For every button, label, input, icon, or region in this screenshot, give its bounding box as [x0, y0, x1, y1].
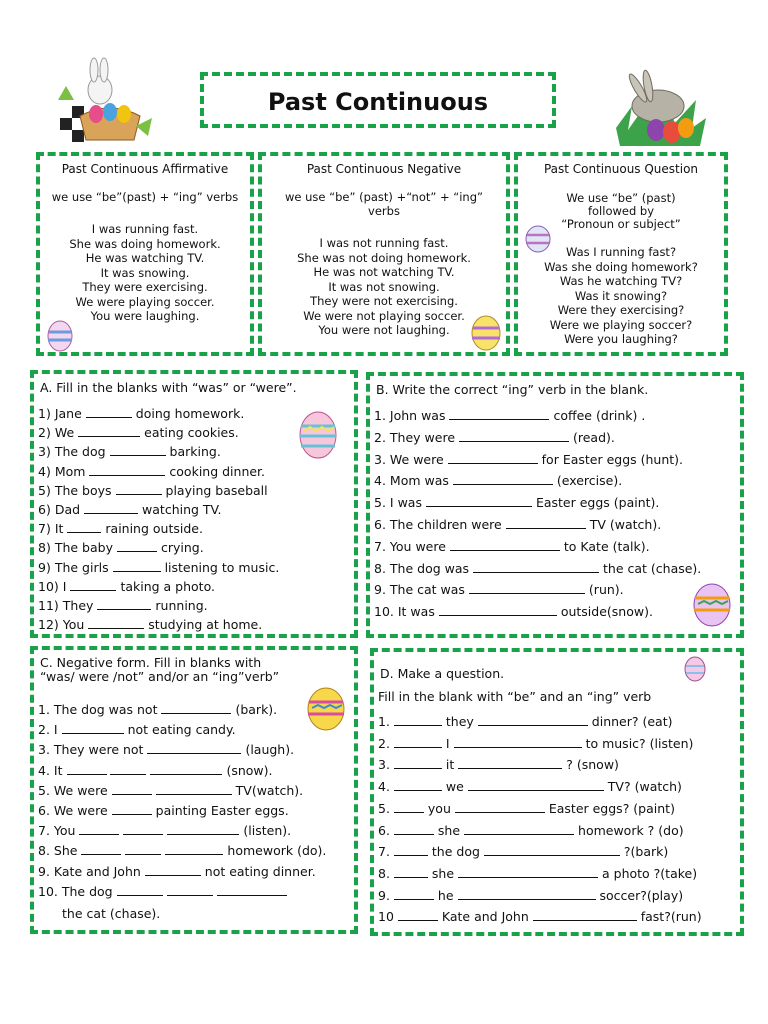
item-subject: The children were: [389, 517, 502, 532]
example-sentence: She was doing homework.: [69, 236, 221, 251]
item-rest: TV? (watch): [607, 779, 682, 795]
exercise-item: [374, 582, 624, 597]
easter-egg-icon: [298, 410, 338, 460]
negative-rule: we use “be” (past) +“not” + “ing” verbs: [285, 190, 483, 218]
exercise-item: [38, 598, 208, 613]
exercise-item: [38, 823, 291, 838]
exercise-d-box: [370, 648, 744, 936]
exercise-item: [378, 866, 697, 881]
affirmative-examples: [40, 222, 250, 324]
item-subject: They were: [389, 429, 456, 445]
answer-blank[interactable]: [123, 823, 163, 835]
item-rest: crying.: [160, 540, 204, 556]
example-sentence: It was not snowing.: [328, 279, 440, 294]
answer-blank[interactable]: [394, 844, 428, 856]
answer-blank[interactable]: [145, 864, 201, 876]
answer-blank[interactable]: [469, 582, 585, 594]
exercise-item: [378, 714, 673, 729]
item-rest: Easter eggs? (paint): [548, 800, 675, 816]
item-rest: doing homework.: [135, 406, 245, 421]
answer-blank[interactable]: [506, 517, 586, 529]
exercise-item: [374, 408, 645, 423]
answer-blank[interactable]: [110, 763, 146, 775]
item-subject: Kate and John: [441, 909, 529, 925]
item-subject: They were not: [53, 742, 144, 758]
exercise-item: [378, 757, 619, 772]
easter-egg-icon: [470, 314, 502, 352]
item-subject: We were: [53, 803, 108, 818]
example-sentence: Was I running fast?: [565, 245, 677, 259]
question-examples: [518, 245, 724, 347]
item-rest: (listen).: [243, 823, 292, 839]
item-rest: fast?(run): [640, 909, 702, 925]
item-subject: You: [62, 617, 85, 633]
answer-blank[interactable]: [533, 909, 637, 921]
exercise-item: [378, 888, 683, 903]
item-subject: It: [54, 521, 64, 537]
answer-blank[interactable]: [455, 801, 545, 813]
item-number: 8): [38, 540, 51, 556]
example-sentence: We were playing soccer.: [75, 294, 215, 309]
example-sentence: They were not exercising.: [310, 294, 458, 308]
item-rest: (read).: [572, 429, 615, 445]
exercise-item: [38, 560, 279, 575]
affirmative-heading: Past Continuous Affirmative: [61, 162, 229, 176]
answer-blank[interactable]: [394, 757, 442, 769]
item-subject: we: [445, 779, 464, 795]
exercise-item: [38, 763, 273, 778]
item-subject: The cat was: [389, 582, 465, 598]
item-number: 6.: [374, 517, 386, 532]
exercise-item: [378, 779, 682, 794]
answer-blank[interactable]: [439, 604, 557, 616]
item-number: 8.: [374, 560, 386, 576]
answer-blank[interactable]: [150, 763, 222, 775]
exercise-a-heading: A. Fill in the blanks with “was” or “were”.: [40, 380, 297, 395]
exercise-item: [378, 823, 684, 838]
answer-blank[interactable]: [70, 579, 116, 591]
answer-blank[interactable]: [478, 714, 588, 726]
answer-blank[interactable]: [217, 884, 287, 896]
answer-blank[interactable]: [453, 473, 553, 485]
answer-blank[interactable]: [79, 823, 119, 835]
item-rest: coffee (drink) .: [553, 408, 646, 423]
exercise-item: [374, 539, 650, 554]
exercise-c-box: [30, 646, 358, 934]
item-number: 7.: [378, 844, 390, 860]
exercise-item: [38, 521, 203, 536]
item-subject: The dog: [54, 444, 106, 460]
item-number: 7): [38, 521, 51, 537]
item-rest: TV (watch).: [589, 517, 662, 532]
item-rest: running.: [155, 598, 208, 613]
item-subject: We: [54, 425, 75, 441]
item-subject: We were: [389, 451, 444, 467]
item-subject: I: [62, 578, 67, 594]
item-subject: Kate and John: [53, 863, 141, 879]
item-rest: ? (snow): [566, 757, 619, 773]
example-sentence: Were they exercising?: [557, 303, 685, 317]
answer-blank[interactable]: [394, 779, 442, 791]
item-subject: The boys: [54, 482, 112, 498]
item-subject: I: [53, 722, 58, 738]
item-number: 1.: [38, 702, 50, 717]
item-subject: You: [53, 823, 76, 839]
item-subject: The dog was not: [53, 702, 158, 717]
item-rest: the cat (chase).: [603, 560, 702, 576]
item-subject: it: [445, 757, 455, 773]
item-number: 5): [38, 482, 51, 498]
item-subject: The baby: [54, 540, 113, 556]
answer-blank[interactable]: [167, 823, 239, 835]
example-sentence: We were not playing soccer.: [303, 308, 465, 323]
exercise-item: [374, 495, 659, 510]
answer-blank[interactable]: [459, 430, 569, 442]
item-rest: painting Easter eggs.: [155, 803, 289, 818]
example-sentence: He was not watching TV.: [313, 265, 455, 279]
answer-blank[interactable]: [394, 736, 442, 748]
item-subject: you: [427, 800, 451, 816]
item-rest: barking.: [169, 444, 221, 460]
exercise-item: [374, 452, 683, 467]
item-rest: eating cookies.: [144, 425, 239, 441]
exercise-b-heading: B. Write the correct “ing” verb in the blank.: [376, 382, 649, 397]
item-number: 10.: [38, 883, 58, 899]
item-number: 1.: [378, 714, 390, 729]
exercise-c-continuation: the cat (chase).: [62, 906, 161, 921]
question-box: [514, 152, 728, 356]
item-number: 5.: [378, 800, 390, 816]
item-number: 6): [38, 502, 51, 517]
exercise-item: [38, 540, 204, 555]
example-sentence: I was running fast.: [91, 222, 199, 236]
example-sentence: Was it snowing?: [574, 288, 668, 303]
exercise-item: [38, 464, 265, 479]
answer-blank[interactable]: [426, 495, 532, 507]
item-number: 6.: [378, 822, 390, 838]
item-subject: she: [437, 822, 461, 838]
item-rest: (bark).: [235, 702, 278, 717]
rule-line: followed by: [587, 204, 655, 218]
title-box: [200, 72, 556, 128]
answer-blank[interactable]: [97, 598, 151, 610]
item-subject: She: [53, 843, 78, 859]
exercise-item: [38, 783, 303, 798]
exercise-item: [374, 473, 622, 488]
answer-blank[interactable]: [458, 866, 598, 878]
exercise-item: [378, 844, 668, 859]
answer-blank[interactable]: [473, 561, 599, 573]
item-number: 10): [38, 578, 59, 594]
affirmative-rule: we use “be”(past) + “ing” verbs: [51, 190, 239, 204]
exercise-item: [38, 722, 236, 737]
negative-heading: Past Continuous Negative: [306, 162, 462, 176]
item-rest: TV(watch).: [235, 782, 304, 798]
exercise-item: [378, 736, 693, 751]
example-sentence: They were exercising.: [82, 280, 208, 294]
exercise-item: [38, 803, 289, 818]
item-number: 6.: [38, 803, 50, 818]
answer-blank[interactable]: [125, 843, 161, 855]
item-number: 3.: [378, 757, 390, 773]
answer-blank[interactable]: [165, 843, 223, 855]
answer-blank[interactable]: [394, 888, 434, 900]
question-rule: [528, 192, 714, 231]
answer-blank[interactable]: [112, 803, 152, 815]
answer-blank[interactable]: [81, 843, 121, 855]
item-subject: Dad: [54, 502, 81, 517]
exercise-item: [374, 517, 661, 532]
item-rest: homework ? (do): [578, 822, 684, 838]
item-subject: It was: [397, 604, 435, 620]
answer-blank[interactable]: [116, 483, 162, 495]
item-rest: to music? (listen): [585, 735, 694, 751]
answer-blank[interactable]: [394, 823, 434, 835]
item-subject: They: [62, 598, 94, 613]
example-sentence: Were we playing soccer?: [549, 317, 693, 332]
example-sentence: Were you laughing?: [564, 332, 678, 346]
heading-line: C. Negative form. Fill in blanks with: [40, 655, 262, 670]
exercise-item: [38, 425, 239, 440]
item-number: 4.: [38, 762, 50, 778]
easter-egg-icon: [524, 224, 552, 254]
example-sentence: She was not doing homework.: [297, 250, 471, 265]
item-number: 9): [38, 559, 51, 575]
item-subject: It: [53, 762, 63, 778]
answer-blank[interactable]: [468, 779, 604, 791]
item-subject: The dog was: [389, 560, 470, 576]
item-number: 9.: [38, 863, 50, 879]
answer-blank[interactable]: [86, 406, 132, 418]
item-number: 3.: [38, 742, 50, 758]
item-number: 4): [38, 463, 51, 479]
item-rest: a photo ?(take): [602, 865, 698, 881]
exercise-item: [374, 430, 615, 445]
exercise-item: [38, 483, 268, 498]
answer-blank[interactable]: [84, 502, 138, 514]
item-subject: I: [445, 735, 450, 751]
item-subject: Mom was: [389, 473, 449, 489]
item-subject: she: [431, 865, 455, 881]
exercise-item: [374, 604, 653, 619]
item-number: 2.: [38, 722, 50, 738]
answer-blank[interactable]: [117, 540, 157, 552]
answer-blank[interactable]: [454, 736, 582, 748]
exercise-a-box: [30, 370, 358, 638]
answer-blank[interactable]: [113, 560, 161, 572]
item-rest: raining outside.: [105, 521, 203, 537]
item-rest: not eating candy.: [127, 722, 236, 738]
item-subject: The girls: [54, 559, 109, 575]
exercise-item: [38, 884, 291, 899]
item-number: 2.: [374, 429, 386, 445]
item-subject: they: [445, 714, 474, 729]
answer-blank[interactable]: [448, 452, 538, 464]
exercise-c-heading: [40, 656, 354, 684]
question-heading: Past Continuous Question: [543, 162, 699, 176]
item-subject: I was: [389, 495, 422, 511]
answer-blank[interactable]: [484, 844, 620, 856]
exercise-item: [38, 742, 294, 757]
answer-blank[interactable]: [89, 464, 165, 476]
item-rest: watching TV.: [142, 502, 222, 517]
exercise-item: [38, 843, 326, 858]
item-subject: the dog: [431, 844, 480, 860]
item-number: 8.: [378, 865, 390, 881]
item-rest: homework (do).: [227, 843, 327, 859]
item-subject: he: [437, 887, 454, 903]
answer-blank[interactable]: [167, 884, 213, 896]
heading-line: “was/ were /not” and/or an “ing”verb”: [40, 669, 280, 684]
item-rest: cooking dinner.: [169, 463, 266, 479]
answer-blank[interactable]: [394, 714, 442, 726]
item-number: 3): [38, 444, 51, 460]
item-number: 3.: [374, 451, 386, 467]
exercise-item: [378, 801, 675, 816]
exercise-item: [38, 444, 221, 459]
item-subject: You were: [389, 538, 446, 554]
item-number: 4.: [378, 779, 390, 795]
item-subject: The dog: [61, 883, 113, 899]
item-subject: We were: [53, 782, 108, 798]
exercise-d-heading: D. Make a question.: [380, 666, 505, 681]
item-rest: not eating dinner.: [204, 863, 316, 879]
rabbit-eggs-clipart: [612, 66, 708, 150]
item-number: 10: [378, 909, 394, 925]
answer-blank[interactable]: [394, 866, 428, 878]
answer-blank[interactable]: [458, 757, 562, 769]
answer-blank[interactable]: [117, 884, 163, 896]
affirmative-box: [36, 152, 254, 356]
item-subject: John was: [389, 408, 446, 423]
answer-blank[interactable]: [88, 617, 144, 629]
item-rest: taking a photo.: [120, 578, 215, 594]
item-number: 7.: [38, 823, 50, 839]
item-rest: outside(snow).: [560, 604, 653, 620]
example-sentence: You were laughing.: [90, 309, 200, 323]
item-number: 4.: [374, 473, 386, 489]
answer-blank[interactable]: [398, 909, 438, 921]
item-number: 12): [38, 617, 59, 633]
exercise-item: [378, 909, 702, 924]
item-number: 8.: [38, 843, 50, 859]
item-rest: to Kate (talk).: [563, 538, 650, 554]
easter-egg-icon: [46, 320, 74, 352]
item-number: 2): [38, 425, 51, 441]
item-rest: (run).: [588, 582, 624, 598]
rule-line: We use “be” (past): [566, 191, 676, 205]
item-number: 10.: [374, 604, 394, 620]
item-rest: soccer?(play): [599, 887, 684, 903]
example-sentence: Was he watching TV?: [559, 274, 683, 288]
easter-egg-icon: [306, 686, 346, 732]
item-number: 11): [38, 598, 59, 613]
answer-blank[interactable]: [161, 702, 231, 714]
item-number: 5.: [374, 495, 386, 511]
answer-blank[interactable]: [62, 722, 124, 734]
item-number: 5.: [38, 782, 50, 798]
exercise-d-subheading: Fill in the blank with “be” and an “ing” verb: [378, 689, 652, 704]
exercise-b-box: [366, 372, 744, 638]
item-rest: playing baseball: [165, 482, 268, 498]
answer-blank[interactable]: [458, 888, 596, 900]
item-rest: Easter eggs (paint).: [535, 495, 660, 511]
exercise-item: [38, 702, 277, 717]
item-rest: dinner? (eat): [591, 714, 673, 729]
page-title: Past Continuous: [267, 88, 489, 116]
negative-box: [258, 152, 510, 356]
item-rest: for Easter eggs (hunt).: [541, 451, 684, 467]
item-number: 2.: [378, 735, 390, 751]
item-subject: Jane: [54, 406, 82, 421]
exercise-item: [38, 864, 316, 879]
answer-blank[interactable]: [449, 408, 549, 420]
answer-blank[interactable]: [156, 783, 232, 795]
item-number: 9.: [378, 887, 390, 903]
item-rest: (exercise).: [556, 473, 623, 489]
item-rest: listening to music.: [164, 559, 280, 575]
example-sentence: I was not running fast.: [319, 236, 449, 250]
item-number: 7.: [374, 538, 386, 554]
exercise-item: [38, 502, 221, 517]
answer-blank[interactable]: [464, 823, 574, 835]
answer-blank[interactable]: [450, 539, 560, 551]
easter-egg-icon: [692, 582, 732, 628]
answer-blank[interactable]: [78, 425, 140, 437]
answer-blank[interactable]: [147, 742, 241, 754]
exercise-item: [38, 579, 215, 594]
answer-blank[interactable]: [394, 801, 424, 813]
item-rest: (snow).: [226, 762, 273, 778]
exercise-item: [38, 617, 262, 632]
exercise-item: [38, 406, 244, 421]
exercise-item: [374, 561, 701, 576]
rule-line: “Pronoun or subject”: [561, 217, 681, 231]
bunny-basket-clipart: [52, 56, 156, 148]
example-sentence: Was she doing homework?: [544, 259, 698, 274]
item-rest: (laugh).: [245, 742, 295, 758]
answer-blank[interactable]: [67, 763, 107, 775]
item-number: 9.: [374, 582, 386, 598]
example-sentence: It was snowing.: [100, 265, 190, 280]
item-subject: Mom: [54, 463, 86, 479]
easter-egg-icon: [684, 656, 706, 682]
item-number: 1.: [374, 408, 386, 423]
item-number: 1): [38, 406, 51, 421]
item-rest: studying at home.: [148, 617, 263, 633]
answer-blank[interactable]: [67, 521, 101, 533]
example-sentence: You were not laughing.: [318, 323, 450, 337]
example-sentence: He was watching TV.: [85, 251, 205, 265]
answer-blank[interactable]: [110, 444, 166, 456]
item-rest: ?(bark): [623, 844, 669, 860]
answer-blank[interactable]: [112, 783, 152, 795]
